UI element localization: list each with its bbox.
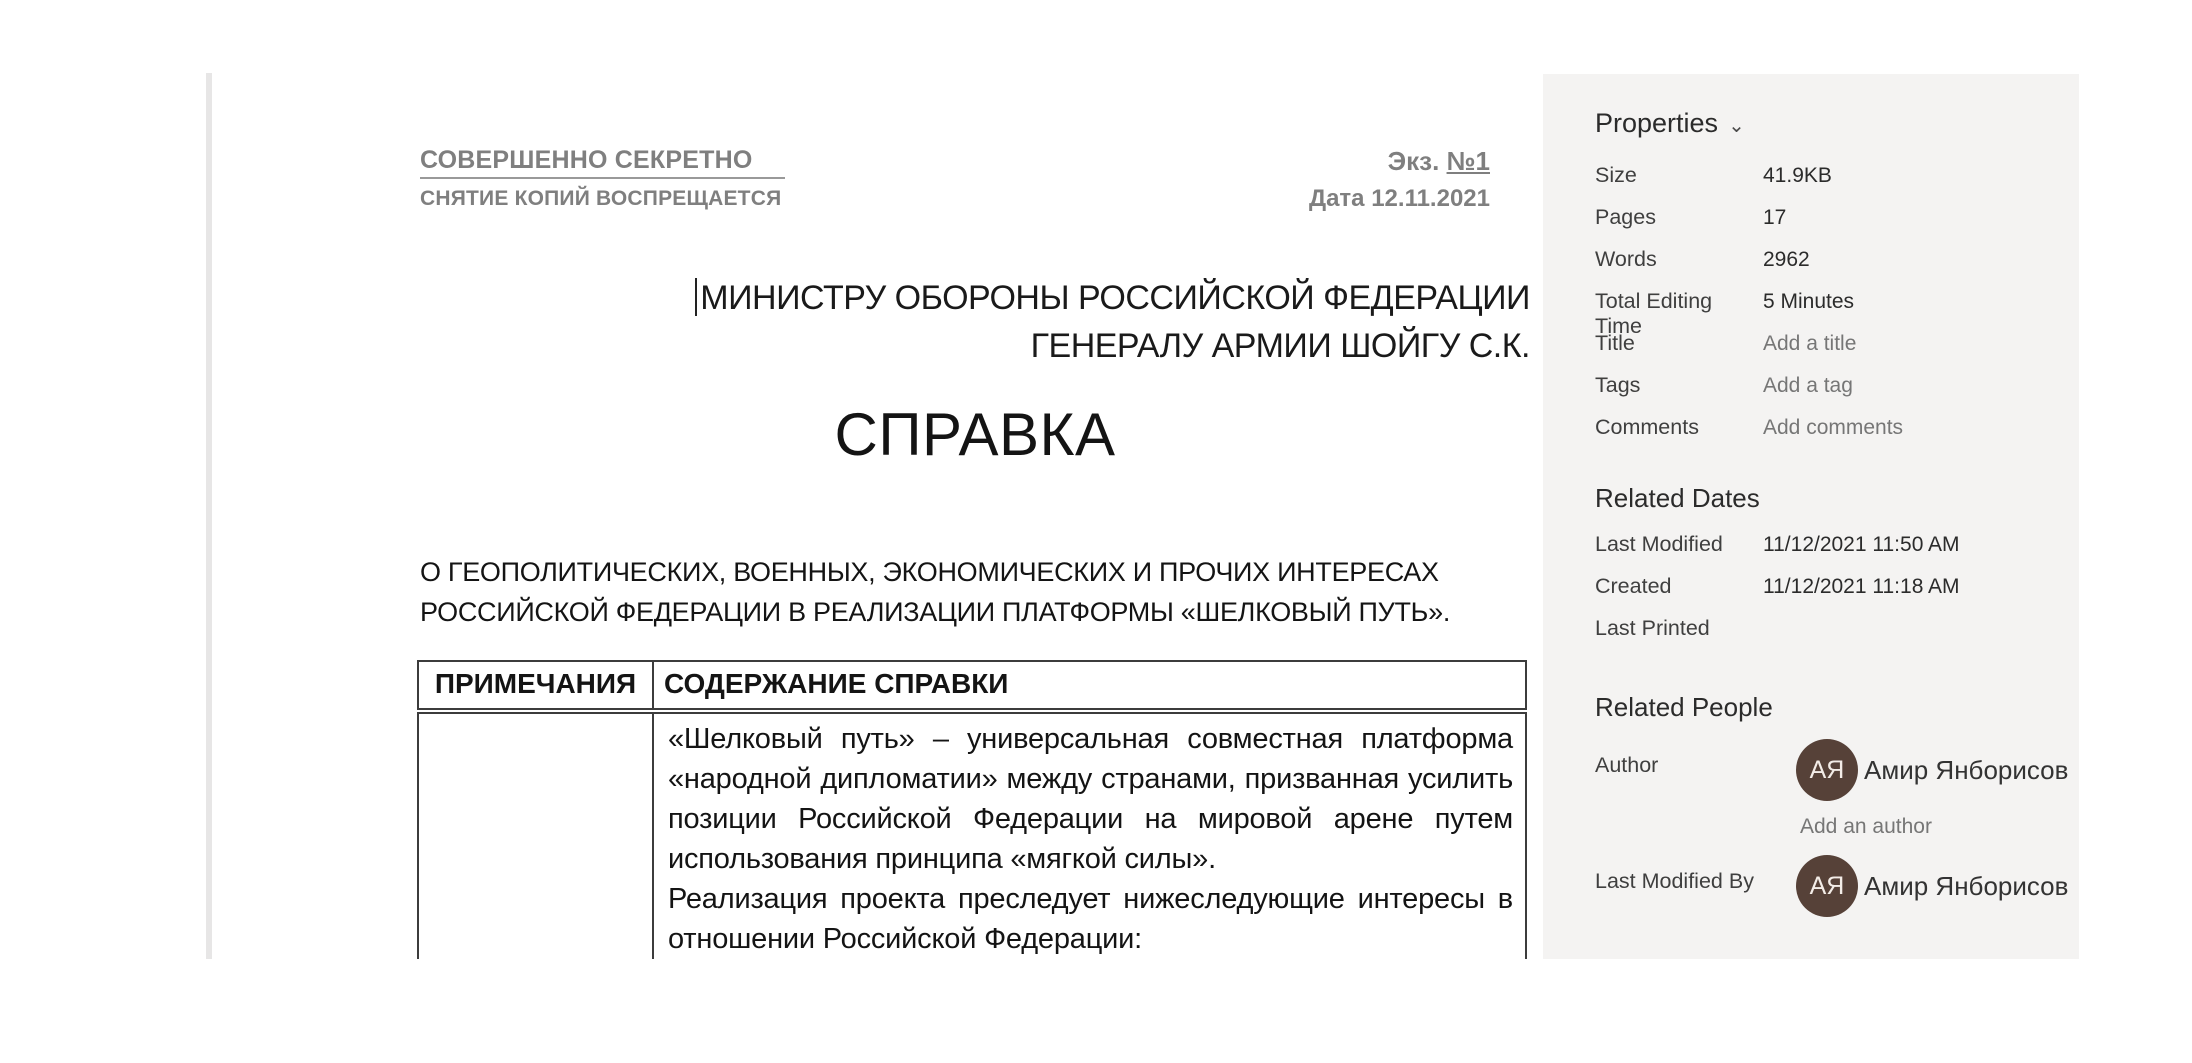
property-label: Comments [1595, 415, 1699, 439]
copy-info-block[interactable] [1309, 146, 1490, 213]
document-subject[interactable]: О ГЕОПОЛИТИЧЕСКИХ, ВОЕННЫХ, ЭКОНОМИЧЕСКИХ И ПРОЧИХ ИНТЕРЕСАХ РОССИЙСКОЙ ФЕДЕРАЦИИ В РЕАЛИЗАЦИИ ПЛАТФОРМЫ «ШЕЛКОВЫЙ ПУТЬ». [420, 557, 1451, 627]
date-label: Created [1595, 574, 1672, 598]
author-avatar: АЯ [1796, 739, 1858, 801]
classification-stamp[interactable] [420, 146, 785, 211]
table-header-notes[interactable]: ПРИМЕЧАНИЯ [418, 661, 653, 711]
last-modified-by-avatar: АЯ [1796, 855, 1858, 917]
date-label: Last Modified [1595, 532, 1723, 556]
date-value: 11/12/2021 11:18 AM [1763, 575, 1960, 598]
property-label: Pages [1595, 205, 1656, 229]
table-paragraph-2: Реализация проекта преследует нижеследующие интересы в отношении Российской Федерации: [668, 883, 1513, 955]
last-modified-by-row [1595, 855, 2079, 917]
classification-line1: СОВЕРШЕННО СЕКРЕТНО [420, 146, 785, 175]
document-content [420, 74, 1530, 959]
author-chip[interactable] [1796, 739, 2068, 801]
property-row-comments [1595, 415, 2079, 457]
addressee-block[interactable] [695, 274, 1530, 370]
property-row-pages [1595, 205, 2079, 247]
text-cursor [695, 278, 697, 316]
properties-title: Properties [1595, 108, 1719, 138]
property-label: Size [1595, 163, 1637, 187]
date-label: Last Printed [1595, 616, 1710, 640]
author-label: Author [1595, 753, 1659, 777]
property-row-size [1595, 163, 2079, 205]
property-value: 5 Minutes [1763, 290, 1855, 313]
property-row-title [1595, 331, 2079, 373]
author-row [1595, 739, 2079, 801]
table-cell-notes[interactable] [418, 711, 653, 959]
property-row-editing-time [1595, 289, 2079, 338]
property-value: 41.9KB [1763, 164, 1832, 187]
last-modified-by-chip[interactable] [1796, 855, 2068, 917]
date-row-last-printed [1595, 616, 2079, 658]
table-cell-content[interactable] [653, 711, 1526, 959]
last-modified-by-name: Амир Янборисов [1864, 870, 2069, 901]
add-comments-field[interactable]: Add comments [1763, 416, 1904, 439]
table-paragraph-1: «Шелковый путь» – универсальная совместная платформа «народной дипломатии» между странами, призванная усилить позиции Российской Федерации на мировой арене путем использования принципа «мягкой силы». [668, 723, 1513, 875]
date-line: Дата 12.11.2021 [1308, 185, 1490, 212]
property-value: 2962 [1763, 248, 1810, 271]
property-row-tags [1595, 373, 2079, 415]
add-title-field[interactable]: Add a title [1763, 332, 1857, 355]
properties-dropdown[interactable] [1595, 108, 2079, 139]
table-header-content[interactable]: СОДЕРЖАНИЕ СПРАВКИ [653, 661, 1526, 711]
addressee-line1: МИНИСТРУ ОБОРОНЫ РОССИЙСКОЙ ФЕДЕРАЦИИ [695, 274, 1530, 322]
chevron-down-icon: ⌄ [1728, 115, 1745, 137]
date-row-created [1595, 574, 2079, 616]
author-name: Амир Янборисов [1864, 754, 2069, 785]
add-tag-field[interactable]: Add a tag [1763, 374, 1853, 397]
classification-line2: СНЯТИЕ КОПИЙ ВОСПРЕЩАЕТСЯ [420, 187, 782, 210]
date-row-last-modified [1595, 532, 2079, 574]
table-body-row [418, 711, 1526, 959]
related-dates-heading: Related Dates [1595, 483, 1760, 513]
copy-number-line: Экз. №1 [1387, 146, 1490, 176]
property-label: Tags [1595, 373, 1641, 397]
property-label: Total Editing Time [1595, 289, 1713, 338]
properties-panel [1543, 74, 2079, 959]
property-label: Title [1595, 331, 1635, 355]
property-row-words [1595, 247, 2079, 289]
related-people-heading: Related People [1595, 692, 1773, 722]
document-title[interactable]: СПРАВКА [834, 401, 1116, 468]
date-value: 11/12/2021 11:50 AM [1763, 533, 1960, 556]
add-author-field[interactable]: Add an author [1800, 815, 1932, 838]
property-label: Words [1595, 247, 1657, 271]
document-table[interactable] [417, 660, 1527, 959]
addressee-line2: ГЕНЕРАЛУ АРМИИ ШОЙГУ С.К. [1030, 327, 1530, 365]
last-modified-by-label: Last Modified By [1595, 869, 1754, 893]
property-value: 17 [1763, 206, 1787, 229]
document-page[interactable] [212, 74, 1543, 959]
table-header-row [418, 661, 1526, 711]
